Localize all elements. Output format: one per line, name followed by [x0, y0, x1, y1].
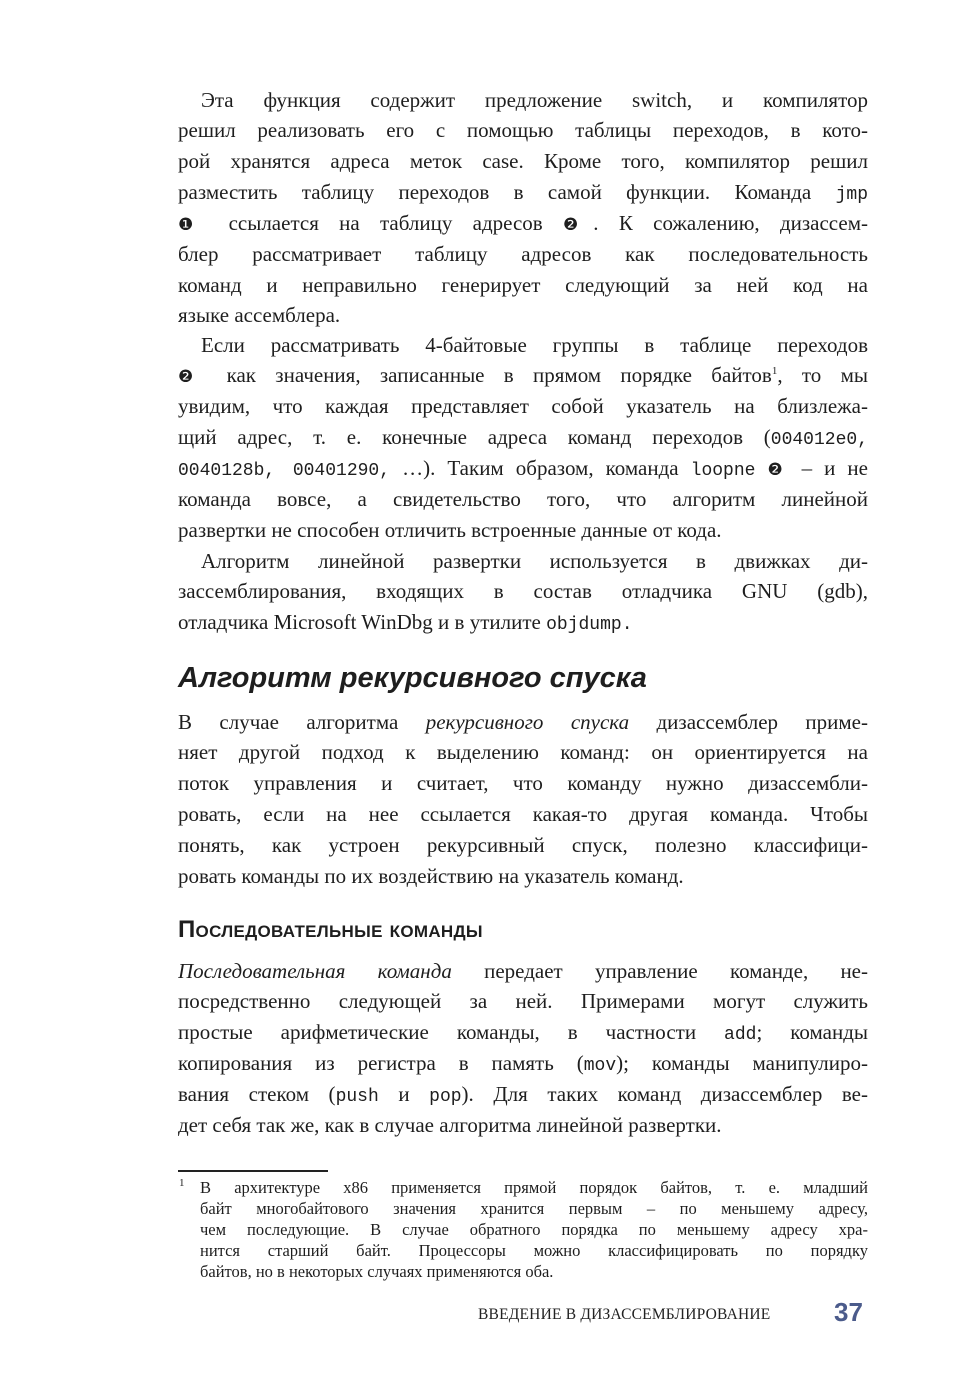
text-line	[178, 177, 868, 208]
text-line	[178, 484, 868, 515]
text-line	[178, 607, 868, 638]
text-line	[178, 830, 868, 861]
code-text: jmp	[835, 185, 868, 206]
text-run: команд и неправильно генерирует следующий за ней код на	[178, 272, 868, 297]
text-line	[178, 768, 868, 799]
running-footer-title: ВВЕДЕНИЕ В ДИЗАССЕМБЛИРОВАНИЕ	[478, 1306, 771, 1323]
text-line	[178, 1110, 868, 1141]
text-run: ровать команды по их воздействию на указатель команд.	[178, 863, 684, 888]
text-run: …). Таким образом, команда	[390, 455, 691, 480]
footnote-line: В архитектуре x86 применяется прямой порядок байтов, т. е. младший	[200, 1178, 868, 1197]
text-run: ). Для таких команд дизассемблер ве-	[461, 1081, 868, 1106]
page-number: 37	[834, 1297, 863, 1327]
text-run: , то мы	[777, 363, 868, 388]
code-text: loopne	[690, 460, 756, 481]
section-heading: Алгоритм рекурсивного спуска	[178, 662, 647, 694]
text-line	[178, 146, 868, 177]
footnote-line: байт многобайтового значения хранится первым – по меньшему адресу,	[200, 1198, 868, 1218]
text-line	[178, 1048, 868, 1079]
text-run: Если рассматривать 4-байтовые группы в таблице переходов	[201, 332, 868, 357]
text-line	[178, 986, 868, 1017]
callout-marker-icon: ❷	[178, 367, 208, 388]
text-run: понять, как устроен рекурсивный спуск, полезно классифици-	[178, 832, 868, 857]
code-text: pop	[429, 1086, 462, 1107]
text-run: посредственно следующей за ней. Примерами могут служить	[178, 989, 868, 1014]
text-line	[178, 115, 868, 146]
text-run: . К сожалению, дизассем-	[593, 210, 868, 235]
text-run: ; команды	[756, 1020, 868, 1045]
footnote-line: байтов, но в некоторых случаях применяются оба.	[200, 1261, 554, 1281]
text-run	[755, 456, 767, 480]
text-line	[178, 1017, 868, 1048]
text-run: ссылается на таблицу адресов	[208, 210, 564, 235]
text-run: – и не	[789, 455, 868, 480]
text-run: рой хранятся адреса меток case. Кроме того, компилятор решил	[178, 149, 868, 174]
text-run: дизассемблер приме-	[629, 709, 868, 734]
code-text: 004012e0,	[770, 430, 868, 451]
text-run: В случае алгоритма	[178, 709, 426, 734]
text-line	[178, 515, 868, 546]
code-text: add	[724, 1025, 757, 1046]
text-line	[178, 861, 868, 892]
text-run: дет себя так же, как в случае алгоритма линейной развертки.	[178, 1112, 722, 1137]
text-line	[201, 546, 868, 577]
text-line	[178, 360, 868, 391]
text-line	[178, 300, 868, 331]
text-run: передает управление команде, не-	[451, 958, 868, 983]
text-run: команда вовсе, а свидетельство того, что алгоритм линейной	[178, 486, 868, 511]
text-run: поток управления и считает, что команду нужно дизассембли-	[178, 771, 868, 796]
text-line	[178, 1079, 868, 1110]
italic-term: рекурсивного спуска	[425, 709, 630, 734]
text-run: щий адрес, т. е. конечные адреса команд переходов (	[178, 425, 771, 450]
text-run: увидим, что каждая представляет собой указатель на близлежа-	[178, 394, 868, 419]
text-run: и	[378, 1081, 430, 1106]
text-line	[201, 85, 868, 116]
text-run: решил реализовать его с помощью таблицы переходов, в кото-	[178, 118, 868, 143]
subsection-heading: Последовательные команды	[178, 916, 483, 943]
text-line	[178, 239, 868, 270]
text-line	[178, 422, 868, 453]
text-run: как значения, записанные в прямом порядке байтов	[207, 363, 772, 388]
code-text: mov	[583, 1056, 617, 1077]
code-text: objdump.	[546, 615, 633, 636]
callout-marker-icon: ❶	[178, 214, 209, 235]
code-text: 0040128b, 00401290,	[178, 460, 391, 481]
text-line	[178, 576, 868, 607]
text-run: блер рассматривает таблицу адресов как последовательность	[178, 241, 868, 266]
callout-marker-icon: ❷	[767, 459, 790, 480]
italic-term: Последовательная команда	[178, 958, 452, 983]
text-line	[178, 208, 868, 239]
text-line	[178, 453, 868, 484]
text-run: зассемблирования, входящих в состав отладчика GNU (gdb),	[178, 579, 868, 604]
text-run: няет другой подход к выделению команд: он ориентируется на	[178, 740, 868, 765]
text-run: копирования из регистра в память (	[178, 1051, 584, 1076]
text-line	[178, 391, 868, 422]
code-text: push	[335, 1086, 379, 1107]
footnote-divider	[178, 1170, 328, 1172]
footnote-marker: 1	[179, 1177, 185, 1189]
text-run: языке ассемблера.	[178, 303, 341, 328]
text-line	[178, 737, 868, 768]
callout-marker-icon: ❷	[563, 214, 594, 235]
text-run: простые арифметические команды, в частности	[178, 1020, 725, 1045]
text-run: вания стеком (	[178, 1081, 336, 1106]
footnote-reference: 1	[771, 365, 778, 378]
text-run: развертки не способен отличить встроенные данные от кода.	[178, 517, 722, 542]
text-run: Эта функция содержит предложение switch, и компилятор	[201, 87, 868, 112]
text-line	[178, 799, 868, 830]
text-run: ); команды манипулиро-	[616, 1051, 868, 1076]
text-line	[201, 330, 868, 361]
text-line	[178, 707, 868, 738]
text-run: отладчика Microsoft WinDbg и в утилите	[178, 610, 547, 635]
text-run: разместить таблицу переходов в самой функции. Команда	[178, 180, 836, 205]
text-run: ровать, если на нее ссылается какая-то другая команда. Чтобы	[178, 802, 868, 827]
footnote-line: нится старший байт. Процессоры можно классифицировать по порядку	[200, 1240, 868, 1260]
text-run: Алгоритм линейной развертки используется в движках ди-	[201, 548, 868, 573]
text-line	[178, 270, 868, 301]
text-line	[178, 956, 868, 987]
footnote-line: чем последующие. В случае обратного порядка по меньшему адресу хра-	[200, 1219, 868, 1239]
